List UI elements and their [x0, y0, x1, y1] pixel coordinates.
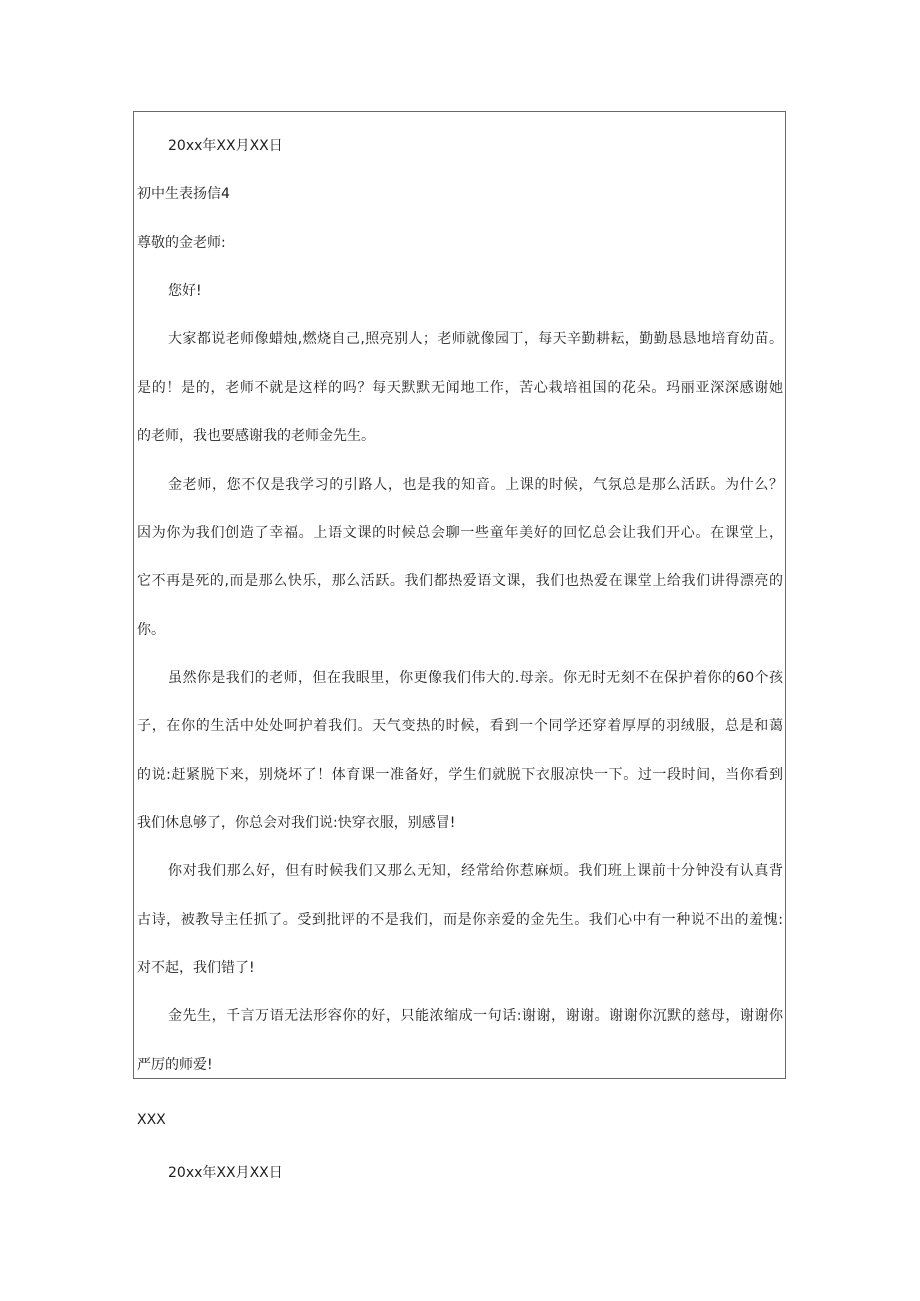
body-paragraph	[137, 315, 783, 460]
paragraph-line: 金先生，千言万语无法形容你的好，只能浓缩成一句话:谢谢，谢谢。谢谢你沉默的慈母，谢谢你	[168, 1008, 783, 1025]
body-paragraph	[137, 847, 783, 992]
paragraph-line: 子，在你的生活中处处呵护着我们。天气变热的时候，看到一个同学还穿着厚厚的羽绒服，总是和蔼	[137, 718, 783, 735]
paragraph-line: 古诗，被教导主任抓了。受到批评的不是我们，而是你亲爱的金先生。我们心中有一种说不出的羞愧:	[137, 911, 783, 928]
paragraph-line: 对不起，我们错了!	[137, 960, 255, 977]
letter-title: 初中生表扬信4	[137, 186, 230, 203]
letter-box	[133, 111, 786, 1079]
paragraph-line: 虽然你是我们的老师，但在我眼里，你更像我们伟大的.母亲。你无时无刻不在保护着你的60个孩	[168, 669, 783, 686]
greeting: 您好!	[168, 283, 202, 300]
signature: XXX	[137, 1112, 166, 1128]
body-paragraph	[137, 992, 783, 1089]
paragraph-line: 你对我们那么好，但有时候我们又那么无知，经常给你惹麻烦。我们班上课前十分钟没有认真背	[168, 863, 783, 880]
paragraph-line: 严厉的师爱!	[137, 1056, 213, 1073]
paragraph-line: 金老师，您不仅是我学习的引路人，也是我的知音。上课的时候，气氛总是那么活跃。为什么？	[168, 476, 783, 493]
paragraph-line: 大家都说老师像蜡烛,燃烧自己,照亮别人；老师就像园丁，每天辛勤耕耘，勤勤恳恳地培育幼苗。	[168, 331, 783, 348]
paragraph-line: 你。	[137, 621, 165, 638]
paragraph-line: 的说:赶紧脱下来，别烧坏了！体育课一准备好，学生们就脱下衣服凉快一下。过一段时间，当你看到	[137, 766, 783, 783]
paragraph-line: 的老师，我也要感谢我的老师金先生。	[137, 428, 375, 445]
paragraph-line: 它不再是死的,而是那么快乐，那么活跃。我们都热爱语文课，我们也热爱在课堂上给我们讲得漂亮的	[137, 573, 783, 590]
letter-date: 20xx年XX月XX日	[168, 138, 283, 154]
paragraph-line: 因为你为我们创造了幸福。上语文课的时候总会聊一些童年美好的回忆总会让我们开心。在课堂上，	[137, 524, 783, 541]
body-paragraph	[137, 461, 783, 654]
paragraph-line: 是的！是的，老师不就是这样的吗？每天默默无闻地工作，苦心栽培祖国的花朵。玛丽亚深深感谢她	[137, 379, 783, 396]
paragraph-line: 我们休息够了，你总会对我们说:快穿衣服，别感冒!	[137, 815, 456, 832]
closing-date: 20xx年XX月XX日	[168, 1165, 283, 1181]
body-paragraph	[137, 654, 783, 847]
salutation: 尊敬的金老师:	[137, 234, 226, 251]
